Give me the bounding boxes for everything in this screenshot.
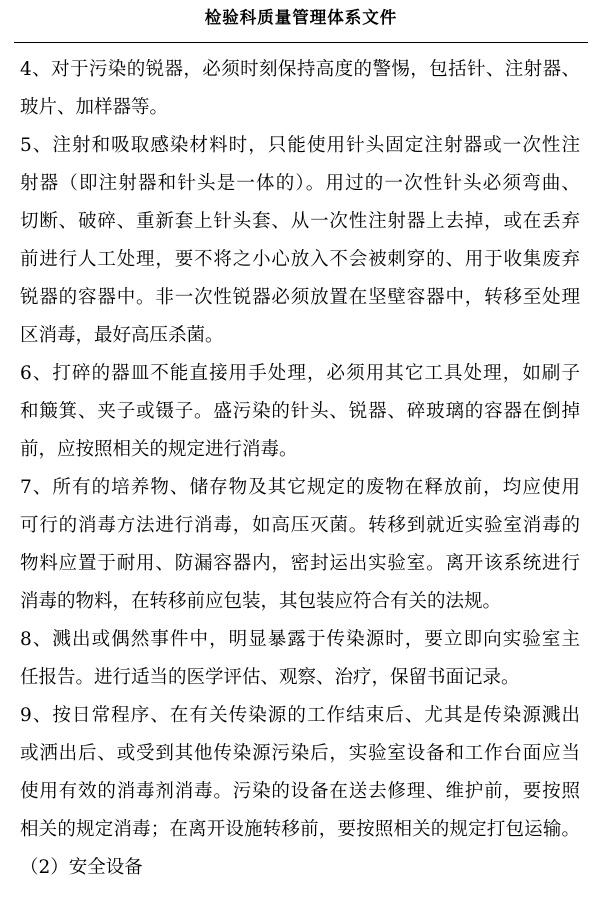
- paragraph-line: 切断、破碎、重新套上针头套、从一次性注射器上去掉，或在丢弃: [20, 211, 580, 232]
- paragraph-line: 可行的消毒方法进行消毒，如高压灭菌。转移到就近实验室消毒的: [20, 515, 580, 536]
- paragraph-line: 玻片、加样器等。: [20, 97, 169, 118]
- paragraph-line: 物料应置于耐用、防漏容器内，密封运出实验室。离开该系统进行: [20, 553, 580, 574]
- paragraph-line: 前，应按照相关的规定进行消毒。: [20, 439, 298, 460]
- paragraph-line: 和簸箕、夹子或镊子。盛污染的针头、锐器、碎玻璃的容器在倒掉: [20, 401, 580, 422]
- paragraph-item-5: [20, 127, 580, 355]
- paragraph-item-4: [20, 51, 580, 127]
- paragraph-line: 4、对于污染的锐器，必须时刻保持高度的警惕，包括针、注射器、: [20, 59, 580, 80]
- paragraph-item-6: [20, 355, 580, 469]
- paragraph-line: 8、溅出或偶然事件中，明显暴露于传染源时，要立即向实验室主: [20, 629, 580, 650]
- section-heading: （2）安全设备: [20, 857, 143, 878]
- paragraph-line: 或洒出后、或受到其他传染源污染后，实验室设备和工作台面应当: [20, 743, 580, 764]
- paragraph-line: 射器（即注射器和针头是一体的）。用过的一次性针头必须弯曲、: [20, 173, 580, 194]
- paragraph-line: 6、打碎的器皿不能直接用手处理，必须用其它工具处理，如刷子: [20, 363, 580, 384]
- paragraph-line: 前进行人工处理，要不将之小心放入不会被刺穿的、用于收集废弃: [20, 249, 580, 270]
- paragraph-line: 区消毒，最好高压杀菌。: [20, 325, 224, 346]
- header-divider: [14, 42, 588, 43]
- document-header-title: 检验科质量管理体系文件: [204, 8, 398, 27]
- paragraph-line: 5、注射和吸取感染材料时，只能使用针头固定注射器或一次性注: [20, 135, 580, 156]
- paragraph-line: 7、所有的培养物、储存物及其它规定的废物在释放前，均应使用: [20, 477, 580, 498]
- paragraph-line: 消毒的物料，在转移前应包装，其包装应符合有关的法规。: [20, 591, 502, 612]
- paragraph-line: 任报告。进行适当的医学评估、观察、治疗，保留书面记录。: [20, 667, 520, 688]
- document-body: [20, 51, 580, 887]
- paragraph-line: 锐器的容器中。非一次性锐器必须放置在坚壁容器中，转移至处理: [20, 287, 580, 308]
- paragraph-item-8: [20, 621, 580, 697]
- paragraph-line: 使用有效的消毒剂消毒。污染的设备在送去修理、维护前，要按照: [20, 781, 580, 802]
- paragraph-item-9: [20, 697, 580, 849]
- paragraph-line: 相关的规定消毒；在离开设施转移前，要按照相关的规定打包运输。: [20, 819, 580, 840]
- paragraph-line: 9、按日常程序、在有关传染源的工作结束后、尤其是传染源溅出: [20, 705, 580, 726]
- paragraph-item-7: [20, 469, 580, 621]
